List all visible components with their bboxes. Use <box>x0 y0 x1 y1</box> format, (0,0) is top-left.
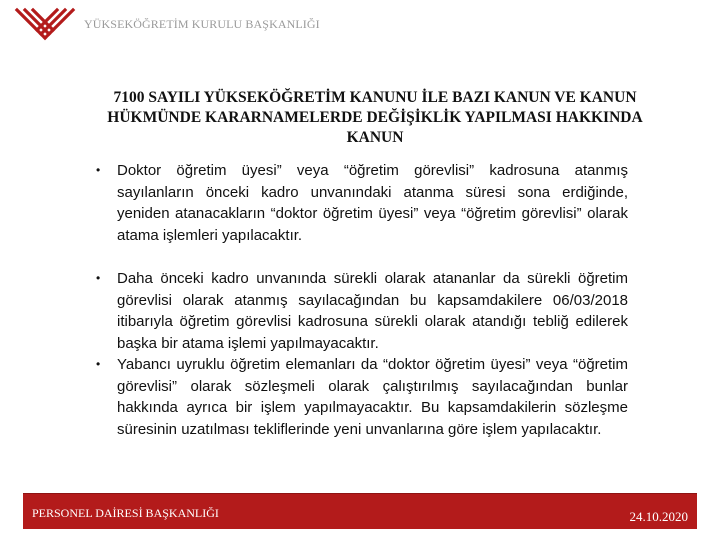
footer-date: 24.10.2020 <box>629 509 688 524</box>
organization-name: YÜKSEKÖĞRETİM KURULU BAŞKANLIĞI <box>84 17 320 31</box>
footer-divider <box>23 493 697 494</box>
document-title: 7100 SAYILI YÜKSEKÖĞRETİM KANUNU İLE BAZI KANUN VE KANUN HÜKMÜNDE KARARNAMELERDE DEĞİŞİKLİK YAPILMASI HAKKINDA KANUN <box>107 89 643 146</box>
list-item <box>96 160 628 246</box>
bullet-icon: • <box>96 271 101 285</box>
bullet-list <box>96 160 628 440</box>
footer-department: PERSONEL DAİRESİ BAŞKANLIĞI <box>32 506 219 520</box>
bullet-text: Yabancı uyruklu öğretim elemanları da “doktor öğretim üyesi” veya “öğretim görevlisi” olarak sözleşmeli olarak çalıştırılmış sayılacağından bunlar hakkında ayrıca bir işlem yapılmayacaktır. Bu kapsamdakilerin sözleşme süresinin uzatılması tekliflerinde yeni unvanlarına göre işlem yapılacaktır. <box>117 356 628 438</box>
list-item <box>96 268 628 354</box>
bullet-text: Daha önceki kadro unvanında sürekli olarak atananlar da sürekli öğretim görevlisi olarak atanmış sayılacağından bu kapsamdakilere 06/03/2018 itibarıyla öğretim görevlisi kadrosuna sürekli olarak atandığı tebliğ edilerek başka bir atama işlemi yapılmayacaktır. <box>117 270 628 352</box>
bullet-icon: • <box>96 357 101 371</box>
bullet-icon: • <box>96 163 101 177</box>
bullet-text: Doktor öğretim üyesi” veya “öğretim görevlisi” kadrosuna atanmış sayılanların önceki kadro unvanındaki atanma süresi sona erdiğinde, yeniden atanacakların “doktor öğretim üyesi” veya “öğretim görevlisi” olarak atama işlemleri yapılacaktır. <box>117 162 628 244</box>
list-item <box>96 354 628 440</box>
yok-logo-icon <box>14 6 76 42</box>
